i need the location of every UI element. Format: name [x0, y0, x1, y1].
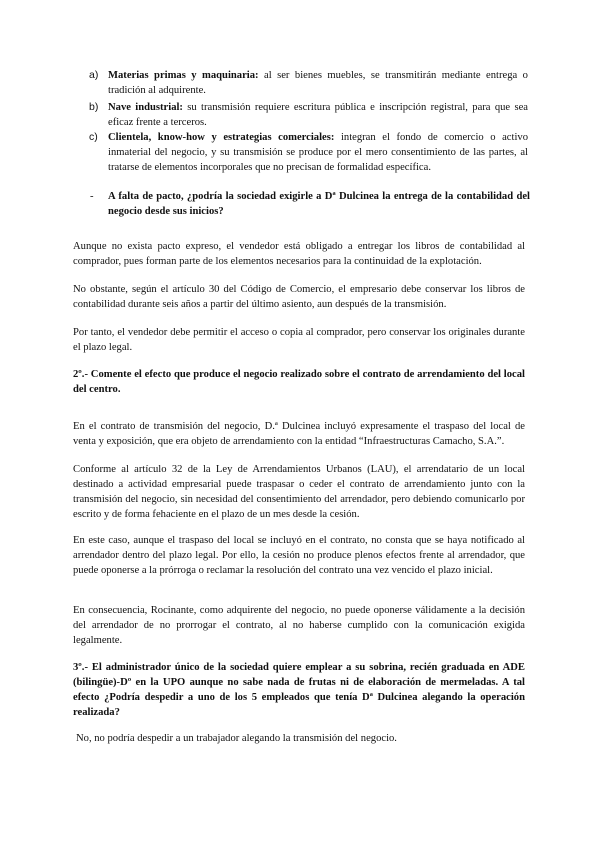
- list-item-text: su transmisión requiere escritura pública e inscripción registral, para que sea eficaz frente a terceros.: [108, 102, 528, 128]
- section-heading-3: 3º.- El administrador único de la sociedad quiere emplear a su sobrina, recién graduada en ADE (bilingüe)-Dº en la UPO aunque no sabe nada de frutas ni de elaboración de mermeladas. A tal efecto ¿Podría despedir a uno de los 5 empleados que tenía Dª Dulcinea alegando la operación realizada?: [73, 662, 525, 718]
- paragraph: En consecuencia, Rocinante, como adquirente del negocio, no puede oponerse válidamente a la decisión del arrendador de no prorrogar el contrato, al no haberse cumplido con la comunicación exigida legalmente.: [73, 605, 525, 646]
- paragraph: No obstante, según el artículo 30 del Código de Comercio, el empresario debe conservar los libros de contabilidad durante seis años a partir del último asiento, aun después de la transmisión.: [73, 284, 525, 310]
- list-marker: a): [89, 69, 99, 81]
- list-item-b: [90, 100, 528, 130]
- list-item-body: [108, 68, 528, 98]
- sub-question-text: A falta de pacto, ¿podría la sociedad exigirle a Dª Dulcinea la entrega de la contabilidad del negocio desde sus inicios?: [108, 191, 530, 217]
- paragraph: Conforme al artículo 32 de la Ley de Arrendamientos Urbanos (LAU), el arrendatario de un local destinado a actividad empresarial puede traspasar o ceder el contrato de arrendamiento junto con la transmisión del negocio, sin necesidad del consentimiento del arrendador, pero debiendo comunicarlo por escrito y de forma fehaciente en el plazo de un mes desde la cesión.: [73, 464, 525, 520]
- paragraph: En este caso, aunque el traspaso del local se incluyó en el contrato, no consta que se haya notificado al arrendador dentro del plazo legal. Por ello, la cesión no produce plenos efectos frente al arrendador, que puede oponerse a la prórroga o reclamar la resolución del contrato una vez vencido el plazo inicial.: [73, 535, 525, 576]
- list-item-body: [108, 100, 528, 130]
- sub-question: [90, 189, 530, 219]
- paragraph: En el contrato de transmisión del negocio, D.ª Dulcinea incluyó expresamente el traspaso del local de venta y exposición, que era objeto de arrendamiento con la entidad “Infraestructuras Camacho, S.A.”.: [73, 421, 525, 447]
- list-marker: b): [89, 101, 99, 113]
- section-heading-2: 2º.- Comente el efecto que produce el negocio realizado sobre el contrato de arrendamiento del local del centro.: [73, 369, 525, 395]
- paragraph: Aunque no exista pacto expreso, el vendedor está obligado a entregar los libros de contabilidad al comprador, pues forman parte de los elementos necesarios para la continuidad de la explotación.: [73, 241, 525, 267]
- list-item-body: [108, 130, 528, 175]
- list-item-title: Materias primas y maquinaria:: [108, 70, 259, 81]
- list-item-title: Nave industrial:: [108, 102, 183, 113]
- list-marker: c): [89, 131, 98, 143]
- answer-paragraph: No, no podría despedir a un trabajador alegando la transmisión del negocio.: [76, 733, 397, 744]
- list-item-a: [90, 68, 528, 98]
- list-item-title: Clientela, know-how y estrategias comerciales:: [108, 132, 335, 143]
- list-item-c: [90, 130, 528, 175]
- list-item-text: integran el fondo de comercio o activo inmaterial del negocio, y su transmisión se produce por el mero consentimiento de las partes, al tratarse de elementos incorporales que no precisan de formalidad específica.: [108, 132, 528, 173]
- list-item-text: al ser bienes muebles, se transmitirán mediante entrega o tradición al adquirente.: [108, 70, 528, 96]
- dash-marker: -: [90, 191, 94, 202]
- paragraph: Por tanto, el vendedor debe permitir el acceso o copia al comprador, pero conservar los originales durante el plazo legal.: [73, 327, 525, 353]
